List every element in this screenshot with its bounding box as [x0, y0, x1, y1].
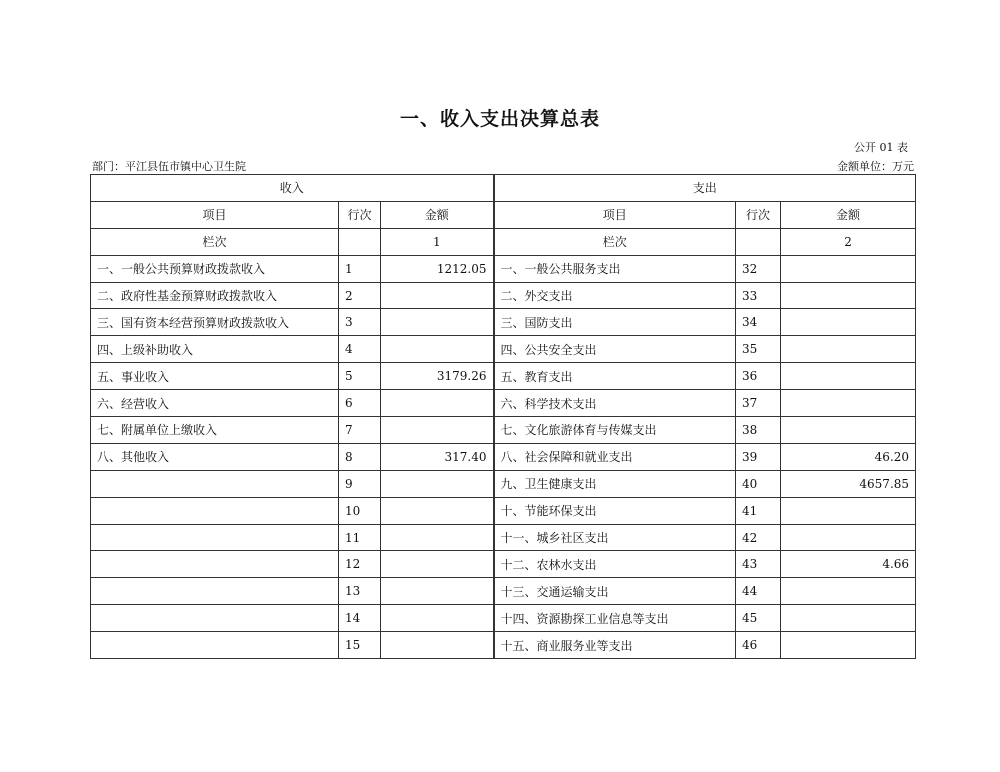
expense-row-no-cell: 36: [736, 363, 781, 390]
income-header: 收入: [91, 175, 494, 202]
income-amount-cell: [381, 551, 494, 578]
income-row-no-cell: 11: [339, 524, 381, 551]
table-row: [91, 551, 916, 578]
expense-column-rowno: [736, 228, 781, 255]
income-row-no-cell: 2: [339, 282, 381, 309]
income-row-no-cell: 12: [339, 551, 381, 578]
expense-item-cell: 二、外交支出: [494, 282, 736, 309]
income-amount-cell: [381, 309, 494, 336]
income-amount-cell: [381, 578, 494, 605]
income-row-no-cell: 15: [339, 632, 381, 659]
income-row-no-cell: 1: [339, 255, 381, 282]
income-item-cell: [91, 605, 339, 632]
income-item-cell: 六、经营收入: [91, 390, 339, 417]
expense-amount-cell: [781, 578, 916, 605]
expense-amount-cell: 46.20: [781, 443, 916, 470]
department-label: 部门：平江县伍市镇中心卫生院: [92, 160, 246, 173]
income-amount-cell: 317.40: [381, 443, 494, 470]
expense-item-header: 项目: [494, 201, 736, 228]
income-amount-cell: [381, 417, 494, 444]
expense-amount-cell: [781, 363, 916, 390]
header-row-section: [91, 175, 916, 202]
expense-row-no-cell: 41: [736, 497, 781, 524]
income-row-no-cell: 7: [339, 417, 381, 444]
expense-row-no-cell: 38: [736, 417, 781, 444]
income-item-cell: [91, 578, 339, 605]
table-row: [91, 443, 916, 470]
expense-row-no-cell: 44: [736, 578, 781, 605]
income-row-no-cell: 5: [339, 363, 381, 390]
income-expense-table: [90, 174, 916, 659]
header-row-columns: [91, 201, 916, 228]
expense-item-cell: 三、国防支出: [494, 309, 736, 336]
table-row: [91, 470, 916, 497]
expense-row-no-cell: 35: [736, 336, 781, 363]
expense-item-cell: 八、社会保障和就业支出: [494, 443, 736, 470]
expense-item-cell: 九、卫生健康支出: [494, 470, 736, 497]
income-amount-cell: 1212.05: [381, 255, 494, 282]
table-row: [91, 336, 916, 363]
table-row: [91, 363, 916, 390]
expense-row-no-cell: 46: [736, 632, 781, 659]
expense-amount-cell: [781, 336, 916, 363]
page-title: 一、收入支出决算总表: [399, 108, 600, 130]
table-row: [91, 497, 916, 524]
table-row: [91, 390, 916, 417]
expense-amount-cell: [781, 605, 916, 632]
expense-row-no-cell: 34: [736, 309, 781, 336]
expense-row-no-cell: 42: [736, 524, 781, 551]
expense-amount-cell: [781, 309, 916, 336]
income-item-cell: 一、一般公共预算财政拨款收入: [91, 255, 339, 282]
expense-amount-cell: 4657.85: [781, 470, 916, 497]
income-item-header: 项目: [91, 201, 339, 228]
table-row: [91, 255, 916, 282]
income-item-cell: [91, 551, 339, 578]
expense-item-cell: 五、教育支出: [494, 363, 736, 390]
income-row-no-cell: 10: [339, 497, 381, 524]
table-row: [91, 632, 916, 659]
income-amount-cell: [381, 605, 494, 632]
expense-item-cell: 十三、交通运输支出: [494, 578, 736, 605]
form-number: 公开 01 表: [854, 141, 908, 154]
income-item-cell: 七、附属单位上缴收入: [91, 417, 339, 444]
expense-amount-header: 金额: [781, 201, 916, 228]
expense-amount-cell: [781, 390, 916, 417]
income-row-no-cell: 6: [339, 390, 381, 417]
income-amount-cell: [381, 497, 494, 524]
expense-amount-cell: [781, 497, 916, 524]
income-item-cell: [91, 470, 339, 497]
income-row-no-cell: 14: [339, 605, 381, 632]
income-item-cell: [91, 524, 339, 551]
income-amount-cell: [381, 632, 494, 659]
expense-amount-cell: [781, 417, 916, 444]
expense-item-cell: 四、公共安全支出: [494, 336, 736, 363]
income-row-no-cell: 4: [339, 336, 381, 363]
expense-amount-cell: 4.66: [781, 551, 916, 578]
income-amount-cell: [381, 282, 494, 309]
table-row: [91, 282, 916, 309]
expense-item-cell: 十一、城乡社区支出: [494, 524, 736, 551]
expense-row-no-cell: 37: [736, 390, 781, 417]
income-item-cell: 四、上级补助收入: [91, 336, 339, 363]
income-column-label: 栏次: [91, 228, 339, 255]
expense-item-cell: 六、科学技术支出: [494, 390, 736, 417]
table-row: [91, 524, 916, 551]
table-row: [91, 605, 916, 632]
expense-row-no-cell: 33: [736, 282, 781, 309]
income-amount-cell: [381, 336, 494, 363]
income-row-no-cell: 8: [339, 443, 381, 470]
expense-item-cell: 十四、资源勘探工业信息等支出: [494, 605, 736, 632]
income-amount-cell: [381, 524, 494, 551]
expense-item-cell: 十二、农林水支出: [494, 551, 736, 578]
expense-column-number: 2: [781, 228, 916, 255]
expense-row-no-cell: 39: [736, 443, 781, 470]
amount-unit-label: 金额单位：万元: [837, 160, 914, 173]
income-amount-cell: 3179.26: [381, 363, 494, 390]
income-column-number: 1: [381, 228, 494, 255]
expense-row-no-header: 行次: [736, 201, 781, 228]
income-row-no-header: 行次: [339, 201, 381, 228]
income-item-cell: 三、国有资本经营预算财政拨款收入: [91, 309, 339, 336]
expense-row-no-cell: 40: [736, 470, 781, 497]
expense-column-label: 栏次: [494, 228, 736, 255]
income-row-no-cell: 13: [339, 578, 381, 605]
expense-header: 支出: [494, 175, 916, 202]
table-row: [91, 417, 916, 444]
expense-amount-cell: [781, 632, 916, 659]
expense-item-cell: 七、文化旅游体育与传媒支出: [494, 417, 736, 444]
table-row: [91, 309, 916, 336]
table-row: [91, 578, 916, 605]
income-item-cell: [91, 497, 339, 524]
expense-row-no-cell: 45: [736, 605, 781, 632]
income-row-no-cell: 9: [339, 470, 381, 497]
income-item-cell: [91, 632, 339, 659]
expense-amount-cell: [781, 524, 916, 551]
income-item-cell: 二、政府性基金预算财政拨款收入: [91, 282, 339, 309]
income-item-cell: 五、事业收入: [91, 363, 339, 390]
expense-amount-cell: [781, 255, 916, 282]
income-amount-cell: [381, 470, 494, 497]
income-row-no-cell: 3: [339, 309, 381, 336]
column-number-row: [91, 228, 916, 255]
expense-item-cell: 一、一般公共服务支出: [494, 255, 736, 282]
expense-row-no-cell: 32: [736, 255, 781, 282]
income-column-rowno: [339, 228, 381, 255]
income-amount-header: 金额: [381, 201, 494, 228]
expense-amount-cell: [781, 282, 916, 309]
income-amount-cell: [381, 390, 494, 417]
income-item-cell: 八、其他收入: [91, 443, 339, 470]
expense-row-no-cell: 43: [736, 551, 781, 578]
expense-item-cell: 十五、商业服务业等支出: [494, 632, 736, 659]
expense-item-cell: 十、节能环保支出: [494, 497, 736, 524]
